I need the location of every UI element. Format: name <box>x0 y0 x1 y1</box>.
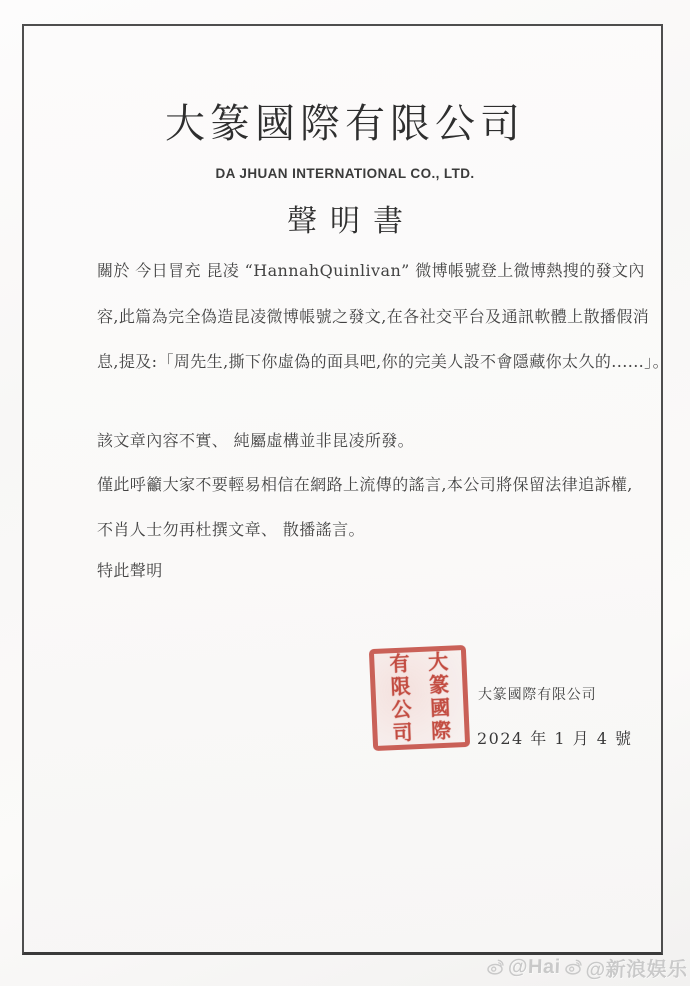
seal-text-right-column: 大篆國際 <box>424 650 453 744</box>
paragraph-2: 該文章內容不實、 純屬虛構並非昆凌所發。 <box>97 431 415 450</box>
signature-date: 2024 年 1 月 4 號 <box>477 729 633 748</box>
statement-line: 息,提及:「周先生,撕下你虛偽的面具吧,你的完美人設不會隱藏你太久的......」。 <box>97 352 669 371</box>
company-name-en: DA JHUAN INTERNATIONAL CO., LTD. <box>215 166 475 181</box>
watermark-handle: @Hai <box>507 956 562 978</box>
paragraph-3 <box>97 463 633 552</box>
company-seal-stamp <box>369 645 470 751</box>
statement-line: 僅此呼籲大家不要輕易相信在網路上流傳的謠言,本公司將保留法律追訴權, <box>97 475 633 494</box>
weibo-watermark <box>484 953 689 982</box>
signature-company-name: 大篆國際有限公司 <box>478 687 597 703</box>
watermark-handle: @新浪娱乐 <box>585 959 689 981</box>
statement-line: 容,此篇為完全偽造昆凌微博帳號之發文,在各社交平台及通訊軟體上散播假消 <box>97 306 650 326</box>
seal-text-left-column: 有限公司 <box>385 652 414 746</box>
paragraph-1 <box>97 248 669 385</box>
statement-line: 不肖人士勿再杜撰文章、 散播謠言。 <box>97 519 365 539</box>
weibo-logo-icon <box>563 957 585 978</box>
company-name-zh: 大篆國際有限公司 <box>165 101 525 147</box>
closing-statement: 特此聲明 <box>97 561 163 580</box>
document-title: 聲明書 <box>287 204 416 239</box>
statement-line: 關於 今日冒充 昆凌 “HannahQuinlivan” 微博帳號登上微博熱搜的發文內 <box>97 261 645 280</box>
weibo-logo-icon <box>485 957 507 978</box>
